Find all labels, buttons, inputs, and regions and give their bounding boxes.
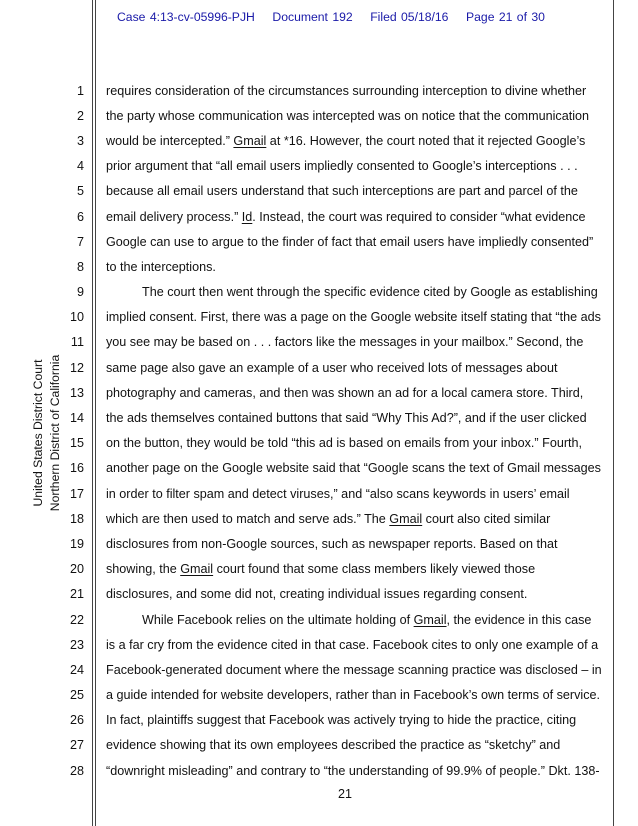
line-number: 14 [69,411,84,425]
case-header [117,10,557,24]
right-margin-rule [613,0,614,826]
body-line: requires consideration of the circumstances surrounding interception to divine whether [106,84,587,98]
line-number: 5 [76,184,84,198]
body-line: which are then used to match and serve ads.” The Gmail court also cited similar [106,512,551,526]
line-number: 13 [69,386,84,400]
line-number: 12 [69,361,84,375]
line-number: 26 [69,713,84,727]
line-number: 10 [69,310,84,324]
line-number: 19 [69,537,84,551]
case-citation: Gmail [180,562,214,576]
body-line: on the button, they would be told “this ad is based on emails from your inbox.” Fourth, [106,436,583,450]
body-line: same page also gave an example of a user who received lots of messages about [106,361,558,375]
body-line: evidence showing that its own employees described the practice as “sketchy” and [106,738,561,752]
body-line: the party whose communication was intercepted was on notice that the communication [106,109,590,123]
line-number: 22 [69,613,84,627]
line-number: 11 [70,335,84,349]
line-number: 27 [69,738,84,752]
page-number: 21 [338,787,353,801]
line-number: 2 [76,109,84,123]
case-citation: Gmail [413,613,447,627]
left-margin-rule-2 [95,0,96,826]
line-number: 24 [69,663,84,677]
court-name: United States District Court [31,359,45,507]
case-number: Case 4:13-cv-05996-PJH [117,10,255,24]
body-line: in order to filter spam and detect viruses,” and “also scans keywords in users’ email [106,487,570,501]
line-number: 16 [69,461,84,475]
document-number: Document 192 [272,10,353,24]
line-number: 20 [69,562,84,576]
body-line: you see may be based on . . . factors like the messages in your mailbox.” Second, the [106,335,584,349]
body-line: email delivery process.” Id. Instead, the court was required to consider “what evidence [106,210,586,224]
body-line: to the interceptions. [106,260,216,274]
body-line: the ads themselves contained buttons that said “Why This Ad?”, and if the user clicked [106,411,587,425]
case-citation: Gmail [233,134,267,148]
body-line: disclosures, and some did not, creating individual issues regarding consent. [106,587,528,601]
body-line: Google can use to argue to the finder of fact that email users have impliedly consented” [106,235,594,249]
line-number: 7 [76,235,84,249]
line-number: 3 [76,134,84,148]
body-line: would be intercepted.” Gmail at *16. However, the court noted that it rejected Google’s [106,134,586,148]
body-line: photography and cameras, and then was shown an ad for a local camera store. Third, [106,386,584,400]
body-line: a guide intended for website developers, rather than in Facebook’s own terms of service. [106,688,600,702]
body-line: implied consent. First, there was a page on the Google website itself stating that “the ads [106,310,601,324]
body-line: because all email users understand that such interceptions are part and parcel of the [106,184,578,198]
left-margin-rule-1 [92,0,93,826]
body-line: The court then went through the specific evidence cited by Google as establishing [142,285,598,299]
line-number: 17 [69,487,84,501]
body-line: In fact, plaintiffs suggest that Facebook was actively trying to hide the practice, citing [106,713,577,727]
court-district: Northern District of California [48,354,62,512]
body-line: another page on the Google website said that “Google scans the text of Gmail messages [106,461,601,475]
line-number: 25 [69,688,84,702]
line-number: 21 [69,587,84,601]
line-number: 18 [69,512,84,526]
line-number: 28 [69,764,84,778]
page-of: Page 21 of 30 [466,10,545,24]
line-number: 1 [76,84,84,98]
court-sidebar [30,328,66,538]
body-line: “downright misleading” and contrary to “the understanding of 99.9% of people.” Dkt. 138- [106,764,600,778]
filed-date: Filed 05/18/16 [370,10,449,24]
line-number: 6 [76,210,84,224]
line-number: 4 [76,159,84,173]
line-number: 9 [76,285,84,299]
body-line: While Facebook relies on the ultimate holding of Gmail, the evidence in this case [142,613,592,627]
body-line: is a far cry from the evidence cited in that case. Facebook cites to only one example of a [106,638,599,652]
body-line: Facebook-generated document where the message scanning practice was disclosed – in [106,663,602,677]
line-number: 23 [69,638,84,652]
body-line: disclosures from non-Google sources, such as newspaper reports. Based on that [106,537,558,551]
line-number: 15 [69,436,84,450]
body-line: prior argument that “all email users impliedly consented to Google’s interceptions . . . [106,159,578,173]
line-number: 8 [76,260,84,274]
body-line: showing, the Gmail court found that some class members likely viewed those [106,562,536,576]
case-citation: Gmail [389,512,423,526]
case-citation: Id [241,210,253,224]
